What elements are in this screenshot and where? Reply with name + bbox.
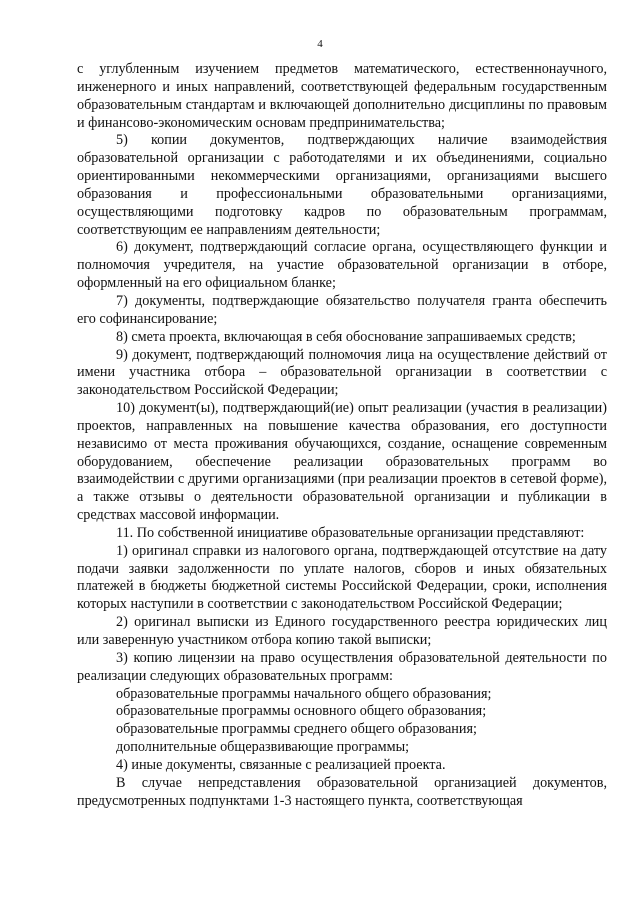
list-item-7: 7) документы, подтверждающие обязательство получателя гранта обеспечить его софинансирование; xyxy=(77,292,607,327)
list-item-1: 1) оригинал справки из налогового органа, подтверждающей отсутствие на дату подачи заявки задолженности по уплате налогов, сборов и иных обязательных платежей в бюджеты бюджетной системы Российской Федерации, сроки, исполнения которых наступили в соответствии с законодательством Российской Федерации; xyxy=(77,542,607,613)
list-item-3: 3) копию лицензии на право осуществления образовательной деятельности по реализации следующих образовательных программ: xyxy=(77,649,607,684)
list-item-10: 10) документ(ы), подтверждающий(ие) опыт реализации (участия в реализации) проектов, направленных на повышение качества образования, его доступности независимо от места проживания обучающихся, создание, оснащение современным оборудованием, обеспечение реализации образовательных программ во взаимодействии с другими организациями (при реализации проектов в сетевой форме), а также отзывы о деятельности образовательной организации и публикации в средствах массовой информации. xyxy=(77,400,607,524)
list-item-4: 4) иные документы, связанные с реализацией проекта. xyxy=(116,756,446,773)
program-item: образовательные программы среднего общего образования; xyxy=(116,721,477,738)
section-11-heading: 11. По собственной инициативе образовательные организации представляют: xyxy=(116,524,585,541)
program-item: дополнительные общеразвивающие программы; xyxy=(116,739,410,756)
program-item: образовательные программы начального общего образования; xyxy=(116,685,492,702)
page-number: 4 xyxy=(317,38,323,50)
closing-paragraph: В случае непредставления образовательной организацией документов, предусмотренных подпунктами 1-3 настоящего пункта, соответствующая xyxy=(77,774,607,809)
list-item-6: 6) документ, подтверждающий согласие органа, осуществляющего функции и полномочия учредителя, на участие образовательной организации в отборе, оформленный на его официальном бланке; xyxy=(77,239,607,292)
paragraph-continuation: с углубленным изучением предметов математического, естественнонаучного, инженерного и иных направлений, соответствующей федеральным государственным образовательным стандартам и включающей дополнительно дисциплины по правовым и финансово-экономическим основам предпринимательства; xyxy=(77,61,607,131)
document-body xyxy=(77,61,607,810)
list-item-9: 9) документ, подтверждающий полномочия лица на осуществление действий от имени участника отбора – образовательной организации в соответствии с законодательством Российской Федерации; xyxy=(77,346,607,399)
program-item: образовательные программы основного общего образования; xyxy=(116,703,487,720)
list-item-2: 2) оригинал выписки из Единого государственного реестра юридических лиц или заверенную участником отбора копию такой выписки; xyxy=(77,614,607,648)
list-item-5: 5) копии документов, подтверждающих наличие взаимодействия образовательной организации с работодателями и их объединениями, социально ориентированными некоммерческими организациями, организациями высшего образования и профессиональными образовательными организациями, осуществляющими подготовку кадров по образовательным программам, соответствующим ее направлениям деятельности; xyxy=(77,132,607,238)
list-item-8: 8) смета проекта, включающая в себя обоснование запрашиваемых средств; xyxy=(116,328,576,345)
